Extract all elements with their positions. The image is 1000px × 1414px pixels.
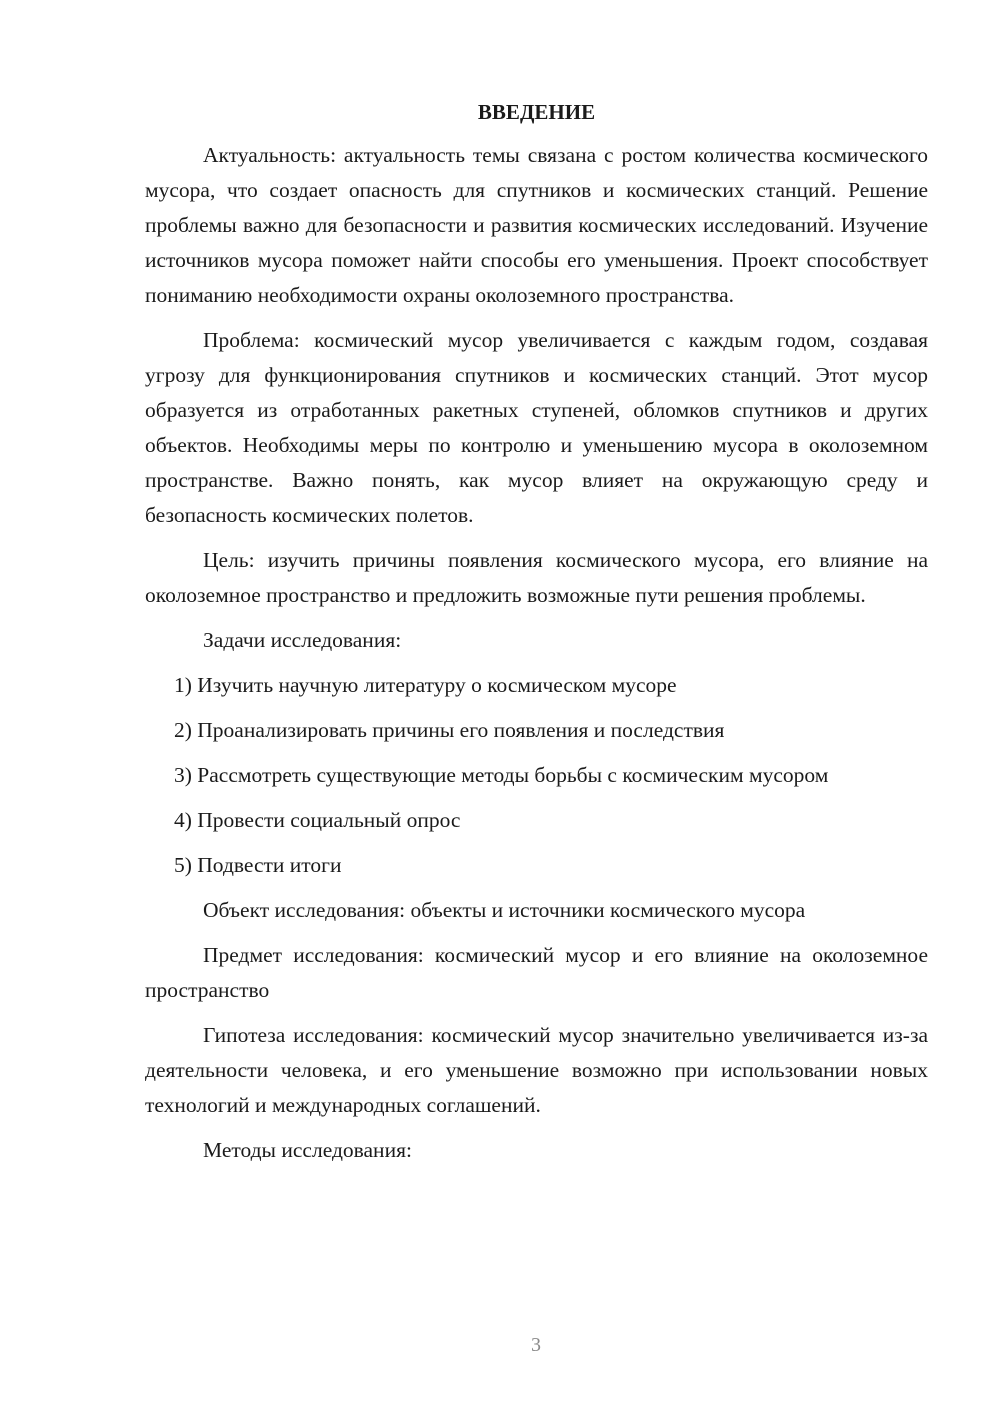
task-item-4: 4) Провести социальный опрос: [174, 808, 461, 832]
paragraph-goal: Цель: изучить причины появления космического мусора, его влияние на околоземное пространство и предложить возможные пути решения проблемы.: [145, 548, 928, 607]
section-title: ВВЕДЕНИЕ: [477, 100, 596, 124]
paragraph-problem: Проблема: космический мусор увеличивается с каждым годом, создавая угрозу для функционирования спутников и космических станций. Этот мусор образуется из отработанных ракетных ступеней, обломков спутников и других объектов. Необходимы меры по контролю и уменьшению мусора в околоземном пространстве. Важно понять, как мусор влияет на окружающую среду и безопасность космических полетов.: [145, 328, 928, 527]
task-item-3: 3) Рассмотреть существующие методы борьбы с космическим мусором: [174, 763, 829, 787]
task-item-5: 5) Подвести итоги: [174, 853, 342, 877]
paragraph-object: Объект исследования: объекты и источники космического мусора: [203, 898, 806, 922]
task-item-1: 1) Изучить научную литературу о космическом мусоре: [174, 673, 677, 697]
task-item-2: 2) Проанализировать причины его появления и последствия: [174, 718, 725, 742]
paragraph-hypothesis: Гипотеза исследования: космический мусор значительно увеличивается из-за деятельности человека, и его уменьшение возможно при использовании новых технологий и международных соглашений.: [145, 1023, 928, 1117]
paragraph-subject: Предмет исследования: космический мусор и его влияние на околоземное пространство: [145, 943, 928, 1002]
paragraph-relevance: Актуальность: актуальность темы связана с ростом количества космического мусора, что создает опасность для спутников и космических станций. Решение проблемы важно для безопасности и развития космических исследований. Изучение источников мусора поможет найти способы его уменьшения. Проект способствует пониманию необходимости охраны околоземного пространства.: [145, 143, 928, 307]
tasks-heading: Задачи исследования:: [203, 628, 402, 652]
page-content: [145, 96, 928, 1168]
page-number: 3: [531, 1334, 541, 1356]
methods-heading: Методы исследования:: [203, 1138, 412, 1162]
